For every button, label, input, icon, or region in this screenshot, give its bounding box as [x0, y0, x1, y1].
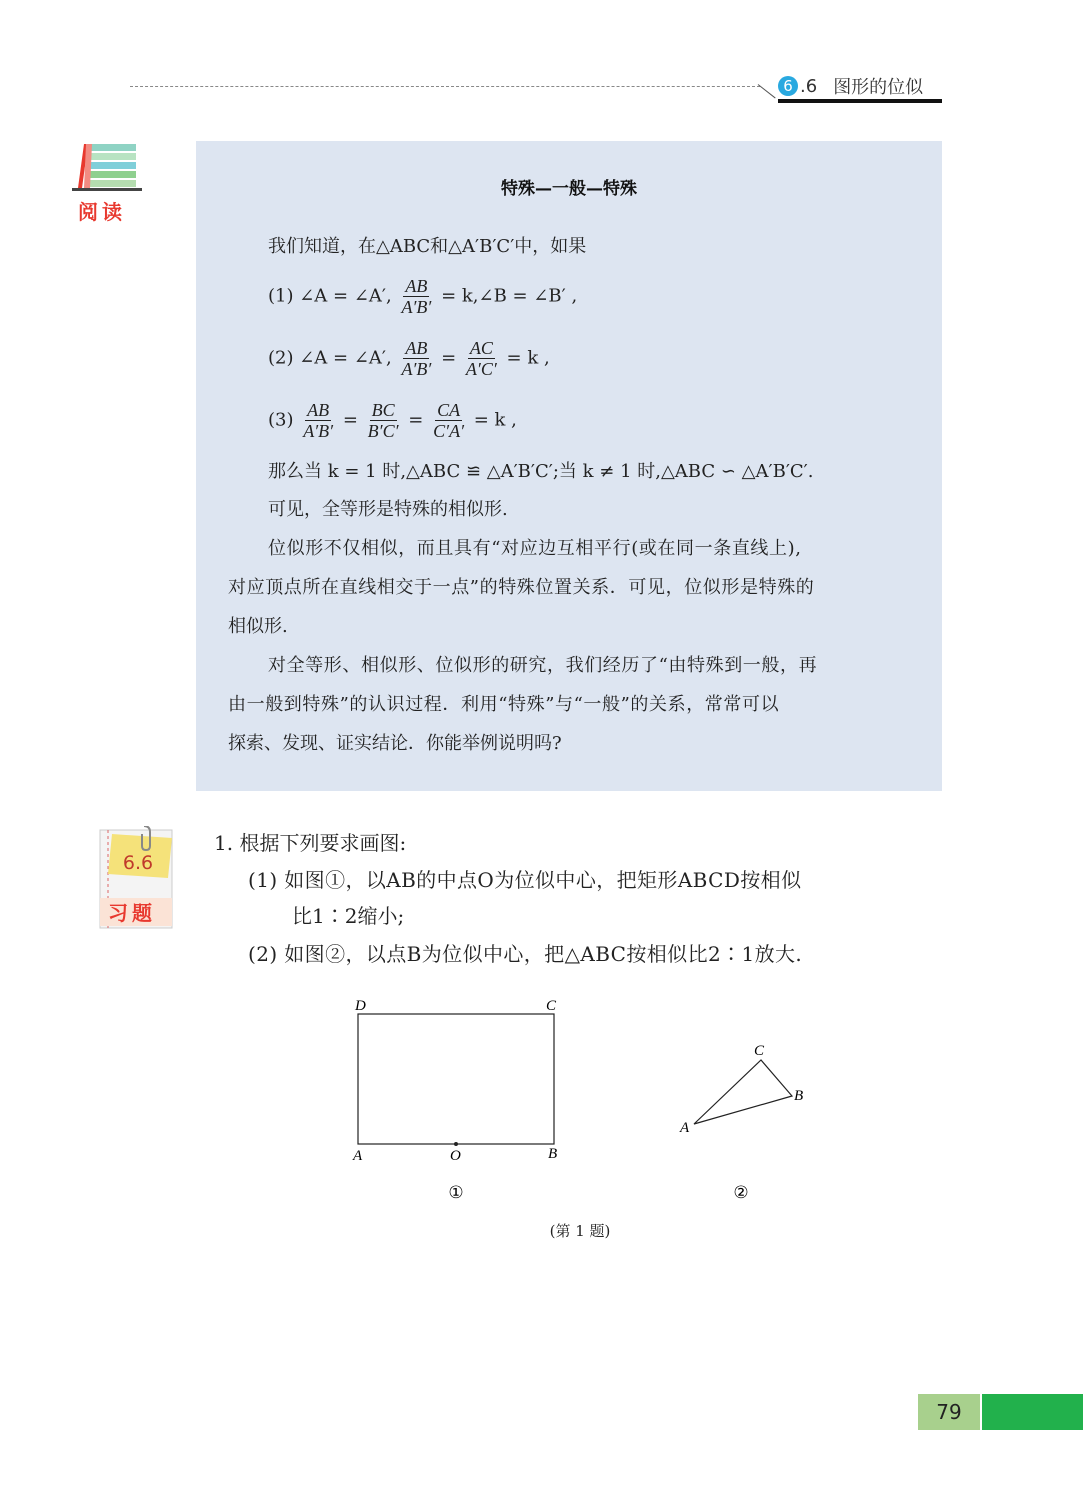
- reading-paragraph: 可见，全等形是特殊的相似形.: [268, 499, 508, 520]
- condition-1: [268, 276, 577, 317]
- cond3-fraction-3: [431, 400, 466, 441]
- vertex-label-a: A: [680, 1120, 690, 1136]
- problem-figure: [340, 992, 820, 1212]
- cond3-fraction-1: [301, 400, 335, 441]
- reading-paragraph: 对应顶点所在直线相交于一点”的特殊位置关系．可见，位似形是特殊的: [228, 577, 815, 598]
- fraction-numerator: CA: [437, 400, 461, 420]
- figure-caption: (第 1 题): [549, 1222, 611, 1240]
- exercise-badge-number: 6.6: [122, 852, 154, 874]
- reading-paragraph: 对全等形、相似形、位似形的研究，我们经历了“由特殊到一般，再: [268, 655, 818, 676]
- rectangle-abcd: [358, 1014, 554, 1144]
- reading-paragraph: 探索、发现、证实结论．你能举例说明吗?: [228, 733, 562, 754]
- figure-label-2: ②: [733, 1183, 749, 1203]
- problem-1-part-1: (1) 如图①，以AB的中点O为位似中心，把矩形ABCD按相似: [248, 868, 802, 892]
- reading-intro: 我们知道，在△ABC和△A′B′C′中，如果: [268, 236, 587, 257]
- reading-title: 特殊—一般—特殊: [501, 179, 637, 199]
- section-number: .6: [800, 75, 818, 97]
- condition-3: [268, 400, 517, 441]
- exercise-badge-label: 习题: [108, 901, 156, 925]
- reading-conclusion: 那么当 k = 1 时,△ABC ≌ △A′B′C′;当 k ≠ 1 时,△ABC ∽ △A′B′C′.: [268, 461, 814, 482]
- page-tab-decoration: [982, 1394, 1083, 1430]
- cond3-fraction-2: [366, 400, 401, 441]
- fraction-denominator: A′B′: [303, 421, 334, 441]
- fraction-numerator: AC: [469, 338, 493, 358]
- fraction-denominator: A′B′: [401, 297, 432, 317]
- fraction-numerator: AB: [307, 400, 330, 420]
- vertex-label-b: B: [794, 1088, 804, 1104]
- problem-1-part-1-cont: 比1∶2缩小;: [292, 904, 405, 928]
- reading-paragraph: 由一般到特殊”的认识过程．利用“特殊”与“一般”的关系，常常可以: [228, 694, 780, 715]
- fraction-numerator: AB: [405, 338, 428, 358]
- vertex-label-c: C: [546, 998, 557, 1014]
- equals-sign: =: [408, 409, 424, 431]
- figure-label-1: ①: [448, 1183, 464, 1203]
- cond2-fraction-1: [399, 338, 433, 379]
- fraction-denominator: C′A′: [433, 421, 465, 441]
- vertex-label-c: C: [754, 1043, 765, 1059]
- header-underline: [778, 99, 942, 103]
- equals-sign: =: [441, 347, 457, 369]
- header-dashed-line: [130, 86, 760, 87]
- fraction-denominator: A′B′: [401, 359, 432, 379]
- cond1-suffix: = k,∠B = ∠B′ ,: [441, 285, 578, 307]
- vertex-label-o: O: [450, 1148, 461, 1164]
- triangle-abc: [694, 1060, 792, 1124]
- cond2-suffix: = k ,: [506, 347, 550, 369]
- vertex-label-b: B: [548, 1146, 558, 1162]
- reading-paragraph: 相似形.: [228, 616, 288, 637]
- section-title: 图形的位似: [833, 77, 924, 98]
- cond2-fraction-2: [464, 338, 499, 379]
- exercise-badge-icon: [96, 826, 176, 930]
- header-divider: [758, 84, 776, 98]
- problem-1: 1. 根据下列要求画图:: [214, 831, 407, 855]
- page-number: 79: [918, 1394, 980, 1430]
- vertex-label-d: D: [355, 998, 366, 1014]
- section-header: [778, 74, 923, 98]
- cond2-prefix: (2) ∠A = ∠A′,: [268, 347, 392, 369]
- problem-1-part-2: (2) 如图②，以点B为位似中心，把△ABC按相似比2∶1放大.: [248, 942, 803, 966]
- fraction-denominator: B′C′: [367, 421, 399, 441]
- equals-sign: =: [342, 409, 358, 431]
- fraction-numerator: BC: [371, 400, 395, 420]
- vertex-label-a: A: [353, 1148, 363, 1164]
- reading-label: 阅读: [78, 200, 126, 224]
- midpoint-o: [454, 1142, 458, 1146]
- fraction-numerator: AB: [405, 276, 428, 296]
- condition-2: [268, 338, 550, 379]
- reading-paragraph: 位似形不仅相似，而且具有“对应边互相平行(或在同一条直线上),: [268, 538, 802, 559]
- cond3-prefix: (3): [268, 409, 294, 431]
- cond1-prefix: (1) ∠A = ∠A′,: [268, 285, 392, 307]
- chapter-number-badge: 6: [778, 76, 798, 96]
- cond3-suffix: = k ,: [473, 409, 517, 431]
- cond1-fraction: [399, 276, 433, 317]
- fraction-denominator: A′C′: [465, 359, 497, 379]
